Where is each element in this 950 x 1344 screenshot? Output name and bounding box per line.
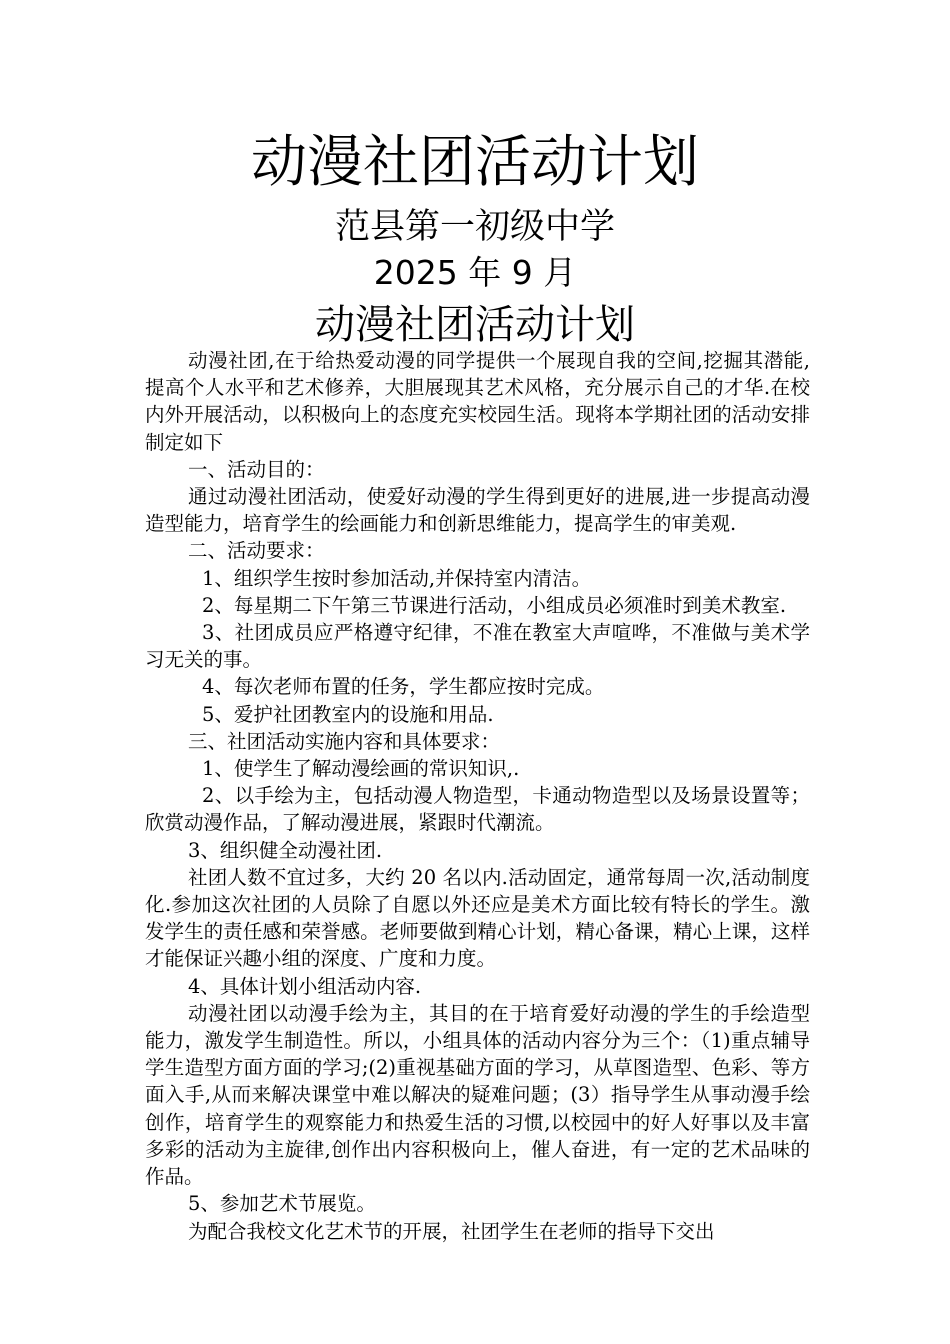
paragraph: 2、以手绘为主，包括动漫人物造型，卡通动物造型以及场景设置等；欣赏动漫作品，了解动漫进展，紧跟时代潮流。 bbox=[145, 784, 810, 835]
paragraph: 4、每次老师布置的任务，学生都应按时完成。 bbox=[202, 675, 605, 699]
paragraph: 1、组织学生按时参加活动,并保持室内清洁。 bbox=[202, 566, 592, 590]
document-title: 动漫社团活动计划 bbox=[251, 130, 699, 195]
paragraph: 2、每星期二下午第三节课进行活动，小组成员必须准时到美术教室. bbox=[202, 593, 787, 617]
paragraph: 社团人数不宜过多，大约 20 名以内.活动固定，通常每周一次,活动制度化.参加这次社团的人员除了自愿以外还应是美术方面比较有特长的学生。激发学生的责任感和荣誉感。老师要做到精心计划，精心备课，精心上课，这样才能保证兴趣小组的深度、广度和力度。 bbox=[145, 865, 810, 971]
paragraph: 二、活动要求： bbox=[188, 539, 325, 563]
paragraph: 动漫社团,在于给热爱动漫的同学提供一个展现自我的空间,挖掘其潜能,提高个人水平和艺术修养，大胆展现其艺术风格，充分展示自己的才华.在校内外开展活动，以积极向上的态度充实校园生活。现将本学期社团的活动安排制定如下 bbox=[145, 349, 810, 454]
paragraph: 三、社团活动实施内容和具体要求： bbox=[188, 729, 501, 753]
paragraph: 动漫社团以动漫手绘为主，其目的在于培育爱好动漫的学生的手绘造型能力，激发学生制造性。所以，小组具体的活动内容分为三个：（1)重点辅导学生造型方面方面的学习;(2)重视基础方面的学习，从草图造型、色彩、等方面入手,从而来解决课堂中难以解决的疑难问题；(3）指导学生从事动漫手绘创作，培育学生的观察能力和热爱生活的习惯,以校园中的好人好事以及丰富多彩的活动为主旋律,创作出内容积极向上，催人奋进，有一定的艺术品味的作品。 bbox=[145, 1001, 810, 1189]
school-name: 范县第一初级中学 bbox=[334, 207, 615, 247]
document-body bbox=[145, 347, 810, 1245]
paragraph: 3、组织健全动漫社团. bbox=[188, 838, 383, 862]
paragraph: 5、爱护社团教室内的设施和用品. bbox=[202, 702, 494, 726]
paragraph: 为配合我校文化艺术节的开展，社团学生在老师的指导下交出 bbox=[188, 1219, 715, 1243]
document-date: 2025 年 9 月 bbox=[373, 253, 577, 292]
paragraph: 5、参加艺术节展览。 bbox=[188, 1192, 376, 1216]
paragraph: 1、使学生了解动漫绘画的常识知识,. bbox=[202, 757, 520, 781]
paragraph: 3、社团成员应严格遵守纪律，不准在教室大声喧哗，不准做与美术学习无关的事。 bbox=[145, 621, 810, 672]
paragraph: 一、活动目的： bbox=[188, 457, 325, 481]
paragraph: 4、具体计划小组活动内容. bbox=[188, 974, 422, 998]
paragraph: 通过动漫社团活动，使爱好动漫的学生得到更好的进展,进一步提高动漫造型能力，培育学生的绘画能力和创新思维能力，提高学生的审美观. bbox=[145, 485, 810, 536]
section-title: 动漫社团活动计划 bbox=[315, 302, 635, 348]
